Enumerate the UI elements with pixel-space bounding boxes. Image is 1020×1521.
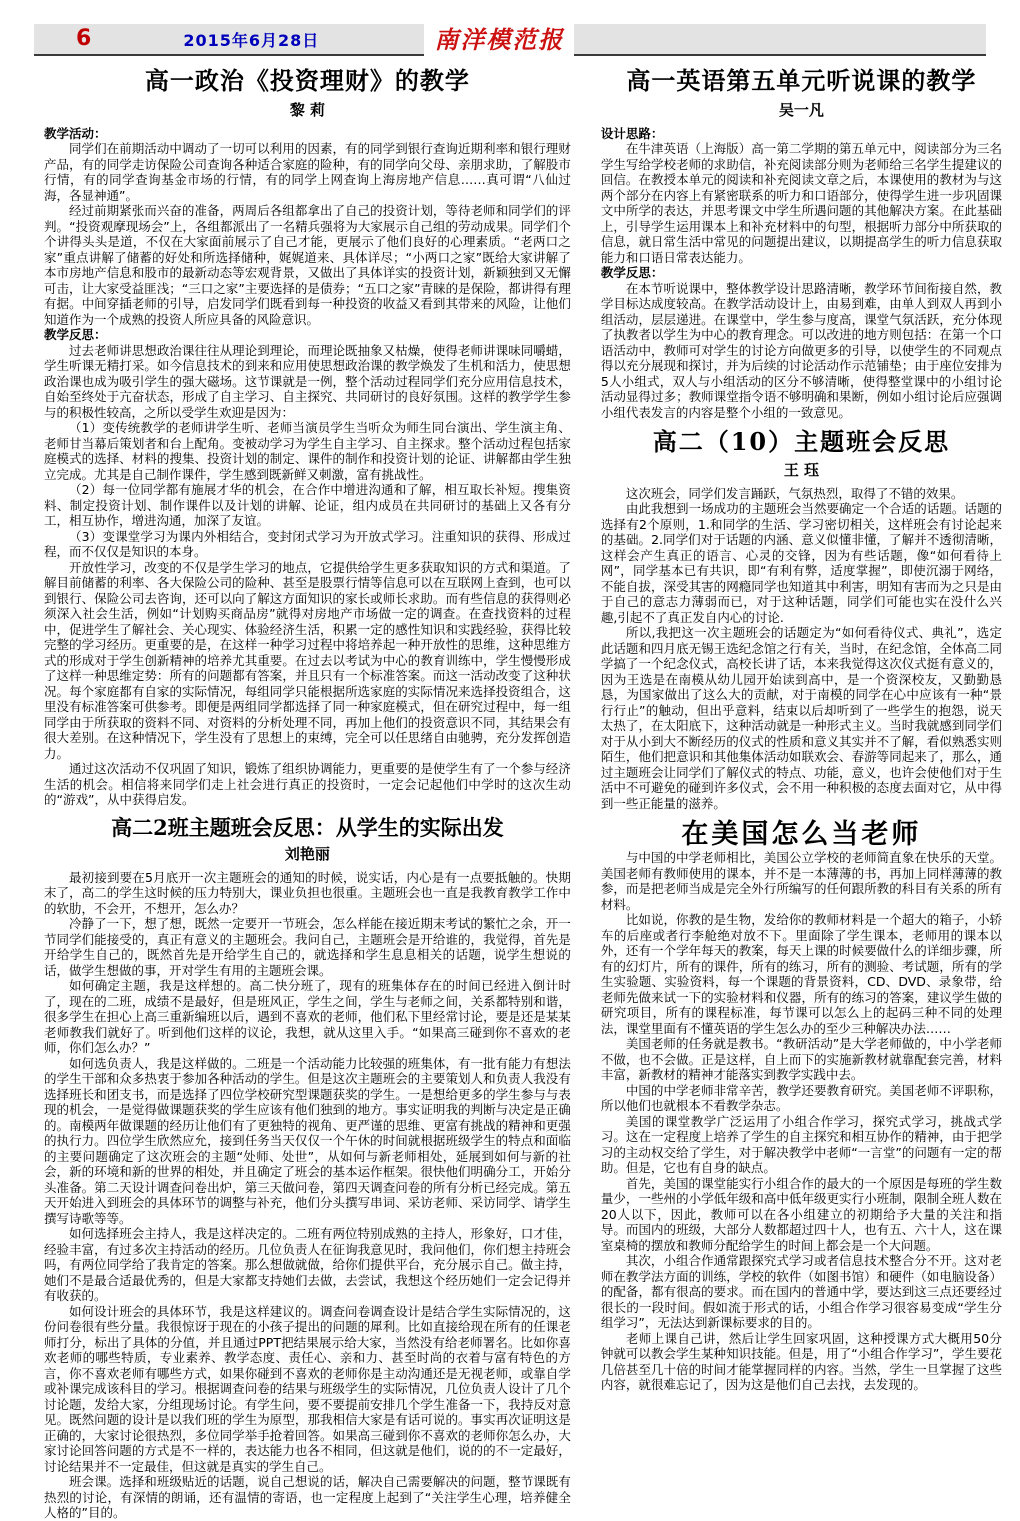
article [601,428,1002,811]
section-label: 教学反思： [600,265,664,281]
paragraph: 在牛津英语（上海版）高一第二学期的第五单元中，阅读部分为三名学生写给学校老师的求助信，补充阅读部分则为老师给三名学生提建议的回信。在教授本单元的阅读和补充阅读文章之后，本课使用的教材为与这两个部分在内容上有紧密联系的听力和口语部分，使得学生进一步巩固课文中所学的表达，并思考课文中学生所遇问题的其他解决方案。在此基础上，引导学生运用课本上和补充材料中的句型，根据听力部分中所获取的信息，就日常生活中常见的问题提出建议，以期提高学生的听力信息获取能力和口语日常表达能力。 [600,141,1002,265]
page-number: 6 [76,26,92,51]
article-title: 高二（10）主题班会反思 [652,427,951,457]
paragraph: 这次班会，同学们发言踊跃，气氛热烈，取得了不错的效果。 [625,485,964,501]
paragraph: 最初接到要在5月底开一次主题班会的通知的时候，说实话，内心是有一点要抵触的。快期末了，高二的学生这时候的压力特别大，课业负担也很重。主题班会也一直是我教育教学工作中的软肋，不会开，不想开，怎么办？ [44,869,571,916]
article-title: 高二2班主题班会反思：从学生的实际出发 [111,814,504,840]
paragraph: 由此我想到一场成功的主题班会当然要确定一个合适的话题。话题的选择有2个原则，1.和同学的生活、学习密切相关，这样班会有讨论起来的基础。2.同学们对于话题的内涵、意义似懂非懂，了解并不透彻清晰，这样会产生真正的语言、心灵的交锋，因为有些话题，像“如何看待上网”，同学基本已有共识，即“有利有弊，适度掌握”，即使沉溺于网络，不能自拔，深受其害的网瘾同学也知道其中利害，明知有害而为之只是由于自己的意志力薄弱而已，对于这种话题，同学们可能也实在没什么兴趣,引起不了真正发自内心的讨论. [600,501,1002,625]
paragraph: 比如说，你教的是生物，发给你的教师材料是一个超大的箱子，小轿车的后座或者行李舱绝对放不下。里面除了学生课本，老师用的课本以外，还有一个学年每天的教案，每天上课的时候要做什么的详细步骤，所有的幻灯片，所有的课件，所有的练习，所有的测验、考试题，所有的学生实验题、实验资料，每一个课题的背景资料，CD、DVD、录象带，给老师先做来试一下的实验材料和仪器，所有的练习的答案，建议学生做的研究项目，所有的课程标准，每节课可以怎么上的起码三种不同的处理法，课堂里面有不懂英语的学生怎么办的至少三种解决办法…… [600,912,1002,1036]
paragraph: 开放性学习，改变的不仅是学生学习的地点，它提供给学生更多获取知识的方式和渠道。了解目前储蓄的利率、各大保险公司的险种、甚至是股票行情等信息可以在互联网上查到，也可以到银行、保险公司去咨询，还可以向了解这方面知识的家长或师长求助。而有些信息的获得则必须深入社会生活，例如“计划购买商品房”就得对房地产市场做一定的调查。在查找资料的过程中，促进学生了解社会、关心现实、体验经济生活，积累一定的感性知识和实践经验，获得比较完整的学习经历。更重要的是，在这样一种学习过程中将培养起一种开放性的思维，这种思维方式的形成对于学生创新精神的培养尤其重要。在过去以考试为中心的教育训练中，学生慢慢形成了这样一种思维定势：所有的问题都有答案，并且只有一个标准答案。而这一活动改变了这种状况。每个家庭都有自家的实际情况，每组同学只能根据所选家庭的实际情况来选择投资组合，这里没有标准答案可供参考。即便是两组同学都选择了同一种家庭模式，但在研究过程中，每一组同学由于所获取的资料不同、对资料的分析处理不同，再加上他们的投资意识不同，其结果会有很大差别。在这种情况下，学生没有了思想上的束缚，完全可以任思绪自由驰骋，充分发挥创造力。 [44,559,571,761]
paragraph: 美国老师的任务就是教书。“教研活动”是大学老师做的，中小学老师不做，也不会做。正是这样，自上而下的实施新教材就靠配套完善，材料丰富，新教材的精神才能落实到教学实践中去。 [600,1036,1002,1083]
paragraph: 班会课。选择和班级贴近的话题，说自己想说的话，解决自己需要解决的问题，整节课既有热烈的讨论，有深情的朗诵，还有温情的寄语，也一定程度上起到了“关注学生心理，培养健全人格的”目的。 [44,1474,571,1521]
article [44,816,571,1521]
paragraph: 通过这次活动不仅巩固了知识，锻炼了组织协调能力，更重要的是使学生有了一个参与经济生活的机会。相信将来同学们走上社会进行真正的投资时，一定会记起他们中学时的这次生动的“游戏”，从中获得启发。 [44,761,571,808]
section-label: 教学活动： [44,125,107,141]
masthead-logo: 南洋模范报 [424,17,574,60]
article [601,819,1002,1393]
article-title: 高一政治《投资理财》的教学 [144,67,470,95]
article-author: 刘艳丽 [284,844,330,863]
page-header [34,24,986,56]
paragraph: 如何设计班会的具体环节，我是这样建议的。调查问卷调查设计是结合学生实际情况的，这份问卷很有些分量。我很惊讶于现在的小孩子提出的问题的犀利。比如直接给现在所有的任课老师打分，标出了具体的分值，并且通过PPT把结果展示给大家，当然没有给老师署名。比如你喜欢老师的哪些特质，专业素养、教学态度、责任心、亲和力、甚至时尚的衣着与富有特色的方言，你不喜欢老师有哪些方式，如果你碰到不喜欢的老师你是主动沟通还是无视老师，或靠自学或补课完成该科目的学习。根据调查问卷的结果与班级学生的实际情况，几位负责人设计了几个讨论题，发给大家，分组现场讨论。有学生问，要不要提前安排几个学生准备一下，我持反对意见。既然问题的设计是以我们班的学生为原型，那我相信大家是有话可说的。事实再次证明这是正确的，大家讨论很热烈，多位同学举手抢着回答。如果高三碰到你不喜欢的老师你怎么办，大家讨论回答问题的方式是不一样的，表达能力也各不相同，但这就是他们，说的的不一定最好，讨论结果并不一定最佳，但这就是真实的学生自己。 [44,1303,571,1474]
section-label: 教学反思： [44,327,107,343]
paragraph: 在本节听说课中，整体教学设计思路清晰，教学环节间衔接自然，教学目标达成度较高。在教学活动设计上，由易到难，由单人到双人再到小组活动，层层递进。在课堂中，学生参与度高，课堂气氛活跃，充分体现了执教者以学生为中心的教育理念。可以改进的地方则包括：在第一个口语活动中，教师可对学生的讨论方向做更多的引导，以使学生的不同观点得以充分展现和探讨，并为后续的讨论活动作示范铺垫；由于座位安排为5人小组式，双人与小组活动的区分不够清晰，使得整堂课中的小组讨论活动显得过多；教师课堂指令语不够明确和果断，例如小组讨论后应强调小组代表发言的内容是整个小组的一致意见。 [600,280,1002,420]
paragraph: 首先，美国的课堂能实行小组合作的最大的一个原因是每班的学生数量少，一些州的小学低年级和高中低年级更实行小班制，限制全班人数在20人以下，因此，教师可以在各小组建立的初期给予大量的关注和指导。而国内的班级，大部分人数都超过四十人，也有五、六十人，这在课室桌椅的摆放和教师分配给学生的时间上都会是一个大问题。 [600,1175,1002,1253]
page-date: 2015年6月28日 [183,30,320,50]
newspaper-page [0,24,1020,1521]
paragraph: 经过前期紧张而兴奋的准备，两周后各组都拿出了自己的投资计划，等待老师和同学们的评判。“投资观摩现场会”上，各组都派出了一名精兵强将为大家展示自己组的劳动成果。同学们个个讲得头头是道，不仅在大家面前展示了自己才能，更展示了他们良好的心理素质。“老两口之家”重点讲解了储蓄的好处和所选择储种，娓娓道来、具体详尽；“小两口之家”既给大家讲解了本市房地产信息和股市的最新动态等宏观背景，又做出了具体详实的投资计划，新颖独到又无懈可击，让大家受益匪浅；“三口之家”主要选择的是债券；“五口之家”青睐的是保险，都讲得有理有据。中间穿插老师的引导，启发同学们既看到每一种投资的收益又看到其带来的风险，让他们知道作为一个成熟的投资人所应具备的风险意识。 [44,203,571,327]
paragraph: 老师上课自己讲，然后让学生回家巩固，这种授课方式大概用50分钟就可以教会学生某种知识技能。但是，用了“小组合作学习”，学生要花几倍甚至几十倍的时间才能掌握同样的内容。当然，学生一旦掌握了这些内容，就很难忘记了，因为这是他们自己去找，去发现的。 [600,1330,1002,1393]
paragraph: （2）每一位同学都有施展才华的机会，在合作中增进沟通和了解，相互取长补短。搜集资料、制定投资计划、制作课件以及计划的讲解、论证，组内成员在共同研讨的基础上又各有分工，相互协作，增进沟通，加深了友谊。 [44,482,571,529]
article-author: 吴一凡 [778,100,824,119]
paragraph: 如何确定主题，我是这样想的。高二快分班了，现有的班集体存在的时间已经进入倒计时了，现在的二班，成绩不是最好，但是班风正，学生之间，学生与老师之间，关系都特别和谐，很多学生在担心上高三重新编班以后，遇到不喜欢的老师，他们私下里经常讨论，要是还是某某老师教我们就好了。听到他们这样的议论，我想，就从这里入手。“如果高三碰到你不喜欢的老师，你们怎么办？” [44,978,571,1056]
article-author: 黎 莉 [289,100,326,119]
paragraph: 冷静了一下，想了想，既然一定要开一节班会，怎么样能在接近期末考试的繁忙之余，开一节同学们能接受的，真正有意义的主题班会。我问自己，主题班会是开给谁的，我觉得，首先是开给学生自己的，既然首先是开给学生自己的，就选择和学生息息相关的话题，说学生想说的话，做学生想做的事，开对学生有用的主题班会课。 [44,916,571,978]
paragraph: 与中国的中学老师相比，美国公立学校的老师简直象在快乐的天堂。美国老师有教师使用的课本，并不是一本薄薄的书，再加上同样薄薄的教参，而是把老师当成是完全外行所编写的任何跟所教的科目有关系的所有材料。 [600,850,1002,912]
paragraph: 同学们在前期活动中调动了一切可以利用的因素，有的同学到银行查询近期利率和银行理财产品，有的同学走访保险公司查询各种适合家庭的险种，有的同学向父母、亲朋求助，了解股市行情，有的同学查询基金市场的行情，有的同学上网查询上海房地产信息……真可谓“八仙过海，各显神通”。 [44,141,571,203]
content-columns [0,60,1020,1521]
paragraph: 所以,我把这一次主题班会的话题定为“如何看待仪式、典礼”，选定此话题和四月底无锡王选纪念馆之行有关，当时，在纪念馆，全体高二同学搞了一个纪念仪式，高校长讲了话，本来我觉得这次仪式挺有意义的，因为王选是在南模从幼儿园开始读到高中，是一个资深校友，又勤勤恳恳，为国家做出了这么大的贡献，对于南模的同学在心中应该有一种“景行行止”的触动，但出乎意料，结束以后却听到了一些学生的抱怨，说天太热了，在太阳底下，这种活动就是一种形式主义。当时我就感到同学们对于从小到大不断经历的仪式的性质和意义其实并不了解，看似熟悉实则陌生，他们把意识和其他集体活动如联欢会、春游等同起来了，那么，通过主题班会让同学们了解仪式的特点、功能，意义，也许会使他们对于生活中不可避免的碰到许多仪式，会不用一种积极的态度去面对它，从中得到一些正能量的滋养。 [600,625,1002,811]
paragraph: 其次，小组合作通常跟探究式学习或者信息技术整合分不开。这对老师在教学法方面的训练，学校的软件（如图书馆）和硬件（如电脑设备）的配备，都有很高的要求。而在国内的普通中学，要达到这三点还要经过很长的一段时间。假如流于形式的话，小组合作学习很容易变成“学生分组学习”，无法达到新课标要求的目的。 [600,1253,1002,1331]
paragraph: （1）变传统教学的老师讲学生听、老师当演员学生当听众为师生同台演出、学生演主角、老师甘当幕后策划者和台上配角。变被动学习为学生自主学习、自主探求。整个活动过程包括家庭模式的选择、材料的搜集、投资计划的制定、课件的制作和投资计划的论证、讲解都由学生独立完成。尤其是自己制作课件，学生感到既新鲜又刺激，富有挑战性。 [44,420,571,482]
left-column [44,60,571,1521]
paragraph: 中国的中学老师非常辛苦，教学还要教育研究。美国老师不评职称，所以他们也就根本不看教学杂志。 [600,1082,1002,1114]
paragraph: 美国的课堂教学广泛运用了小组合作学习，探究式学习，挑战式学习。这在一定程度上培养了学生的自主探究和相互协作的精神，由于把学习的主动权交给了学生，对于解决教学中老师“一言堂”的问题有一定的帮助。但是，它也有自身的缺点。 [600,1113,1002,1176]
article [601,68,1002,420]
paragraph: 如何选择班会主持人，我是这样决定的。二班有两位特别成熟的主持人，形象好，口才佳，经验丰富，有过多次主持活动的经历。几位负责人在征询我意见时，我问他们，你们想主持班会吗，有两位同学给了我肯定的答案。那么想做就做，给你们提供平台，充分展示自己。做主持，她们不是最合适最优秀的，但是大家都支持她们去做，去尝试，我想这个经历她们一定会记得并有收获的。 [44,1226,571,1304]
article-author: 王 珏 [783,460,820,479]
section-label: 设计思路： [600,125,664,141]
article [44,68,571,808]
right-column [601,60,1002,1393]
article-title: 高一英语第五单元听说课的教学 [626,67,977,95]
paragraph: 过去老师讲思想政治课往往从理论到理论，而理论既抽象又枯燥，使得老师讲课味同嚼蜡，学生听课无精打采。如今信息技术的到来和应用使思想政治课的教学焕发了生机和活力，使思想政治课也成为吸引学生的强大磁场。这节课就是一例，整个活动过程同学们充分应用信息技术，自始至终处于亢奋状态，形成了自主学习、自主探究、共同研讨的良好氛围。这样的教学学生参与的积极性较高，之所以受学生欢迎是因为： [44,342,571,420]
paragraph: 如何选负责人，我是这样做的。二班是一个活动能力比较强的班集体，有一批有能力有想法的学生干部和众多热衷于参加各种活动的学生。但是这次主题班会的主要策划人和负责人我没有选择班长和团支书，而是选择了四位学校研究型课题获奖的学生。一是想给更多的学生参与与表现的机会，一是觉得做课题获奖的学生应该有他们独到的地方。事实证明我的判断与决定是正确的。南模两年做课题的经历让他们有了更独特的视角、更严谨的思维、更富有挑战的精神和更强的执行力。四位学生欣然应允，接到任务当天仅仅一个午休的时间就根据班级学生的特点和面临的主要问题确定了这次班会的主题“处师、处世”，从如何与新老师相处，延展到如何与新的社会，新的环境和新的世界的相处，并且确定了班会的基本运作框架。很快他们明确分工，开始分头准备。第二天设计调查问卷出炉，第三天做问卷，第四天调查问卷的所有分析已经完成。第五天开始进入到班会的具体环节的调整与补充，他们分头撰写串词、采访老师、采访同学、请学生撰写诗歌等等。 [44,1055,571,1226]
paragraph: （3）变课堂学习为课内外相结合，变封闭式学习为开放式学习。注重知识的获得、形成过程，而不仅仅是知识的本身。 [44,528,571,560]
article-title: 在美国怎么当老师 [681,819,922,851]
